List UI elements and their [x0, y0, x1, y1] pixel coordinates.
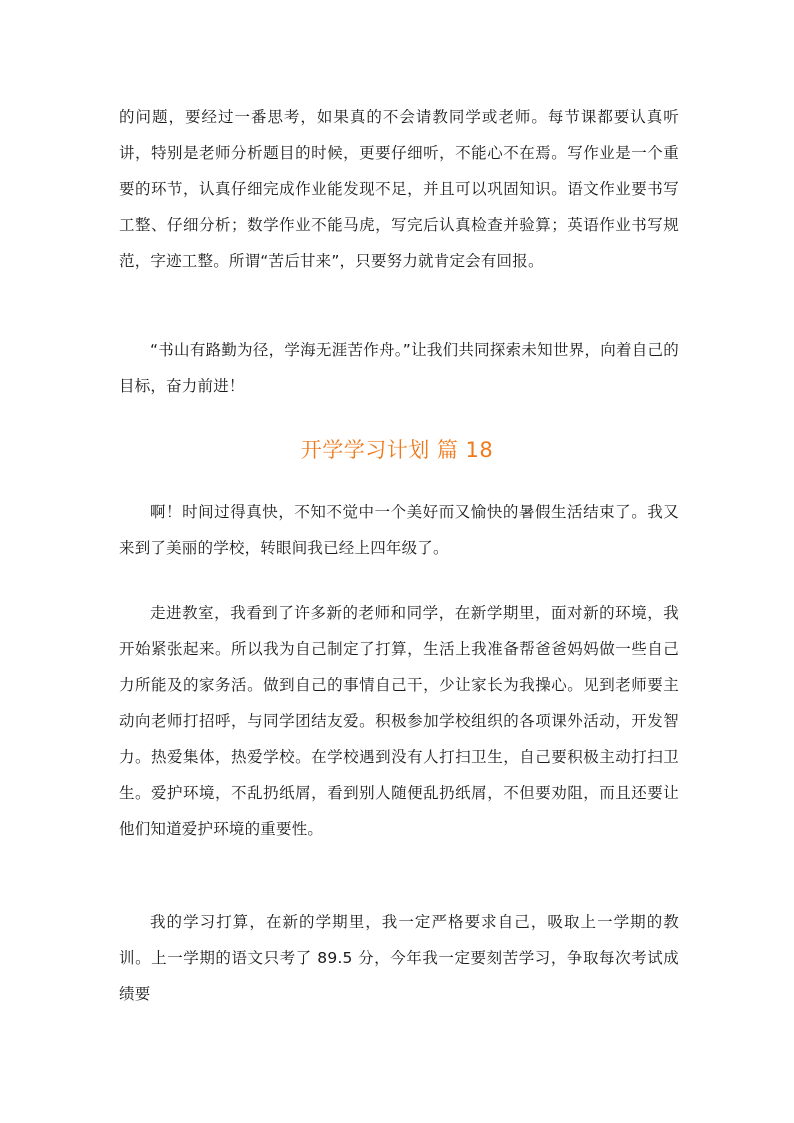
- paragraph-intro: 啊！时间过得真快，不知不觉中一个美好而又愉快的暑假生活结束了。我又来到了美丽的学校，转眼间我已经上四年级了。: [119, 503, 679, 557]
- paragraph-life-plan: 走进教室，我看到了许多新的老师和同学，在新学期里，面对新的环境，我开始紧张起来。所以我为自己制定了打算，生活上我准备帮爸爸妈妈做一些自己力所能及的家务活。做到自己的事情自己干，少让家长为我操心。见到老师要主动向老师打招呼，与同学团结友爱。积极参加学校组织的各项课外活动，开发智力。热爱集体，热爱学校。在学校遇到没有人打扫卫生，自己要积极主动打扫卫生。爱护环境，不乱扔纸屑，看到别人随便乱扔纸屑，不但要劝阻，而且还要让他们知道爱护环境的重要性。: [119, 604, 679, 838]
- paragraph-continuation: 的问题，要经过一番思考，如果真的不会请教同学或老师。每节课都要认真听讲，特别是老师分析题目的时候，更要仔细听，不能心不在焉。写作业是一个重要的环节，认真仔细完成作业能发现不足，并且可以巩固知识。语文作业要书写工整、仔细分析；数学作业不能马虎，写完后认真检查并验算；英语作业书写规范，字迹工整。所谓“苦后甘来”，只要努力就肯定会有回报。: [119, 108, 679, 270]
- paragraph-quote: “书山有路勤为径，学海无涯苦作舟。”让我们共同探索未知世界，向着自己的目标，奋力前进！: [119, 341, 679, 395]
- paragraph-study-plan: 我的学习打算，在新的学期里，我一定严格要求自己，吸取上一学期的教训。上一学期的语文只考了 89.5 分，今年我一定要刻苦学习，争取每次考试成绩要: [119, 913, 679, 1003]
- section-title: 开学学习计划 篇 18: [300, 438, 494, 462]
